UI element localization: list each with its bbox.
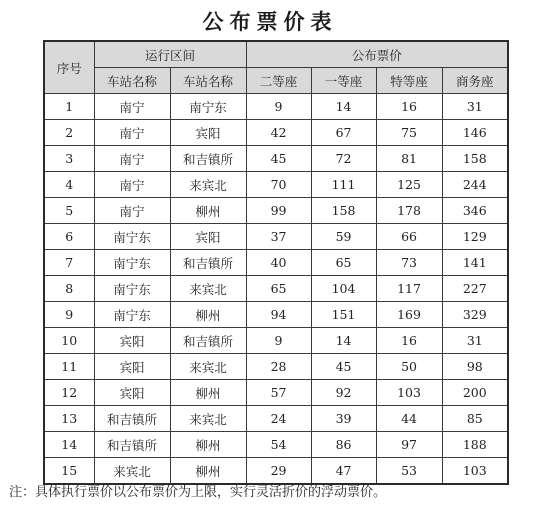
cell-seq: 9 — [44, 302, 94, 328]
footnote: 注：具体执行票价以公布票价为上限，实行灵活折价的浮动票价。 — [9, 485, 387, 500]
header-fare: 公布票价 — [246, 41, 508, 68]
table-row — [44, 146, 508, 172]
cell-from-station: 和吉镇所 — [94, 432, 170, 458]
cell-first-class: 151 — [311, 302, 376, 328]
cell-second-class: 28 — [246, 354, 311, 380]
cell-to-station: 来宾北 — [170, 172, 246, 198]
cell-from-station: 南宁 — [94, 172, 170, 198]
table-row — [44, 94, 508, 120]
header-seq: 序号 — [44, 41, 94, 94]
cell-business-class: 98 — [442, 354, 508, 380]
cell-business-class: 141 — [442, 250, 508, 276]
cell-premium-class: 53 — [376, 458, 442, 485]
header-second-class: 二等座 — [246, 68, 311, 94]
cell-to-station: 柳州 — [170, 432, 246, 458]
header-business-class: 商务座 — [442, 68, 508, 94]
table-row — [44, 432, 508, 458]
cell-first-class: 14 — [311, 328, 376, 354]
cell-seq: 1 — [44, 94, 94, 120]
cell-seq: 10 — [44, 328, 94, 354]
cell-premium-class: 125 — [376, 172, 442, 198]
cell-to-station: 和吉镇所 — [170, 250, 246, 276]
header-to-station: 车站名称 — [170, 68, 246, 94]
cell-to-station: 和吉镇所 — [170, 146, 246, 172]
table-row — [44, 354, 508, 380]
header-section: 运行区间 — [94, 41, 246, 68]
cell-business-class: 146 — [442, 120, 508, 146]
cell-to-station: 柳州 — [170, 302, 246, 328]
cell-to-station: 南宁东 — [170, 94, 246, 120]
cell-seq: 11 — [44, 354, 94, 380]
cell-business-class: 103 — [442, 458, 508, 485]
table-row — [44, 224, 508, 250]
cell-second-class: 65 — [246, 276, 311, 302]
cell-premium-class: 178 — [376, 198, 442, 224]
cell-seq: 15 — [44, 458, 94, 485]
cell-business-class: 85 — [442, 406, 508, 432]
cell-from-station: 南宁 — [94, 120, 170, 146]
cell-business-class: 227 — [442, 276, 508, 302]
cell-second-class: 94 — [246, 302, 311, 328]
cell-from-station: 南宁东 — [94, 250, 170, 276]
cell-first-class: 67 — [311, 120, 376, 146]
cell-to-station: 和吉镇所 — [170, 328, 246, 354]
cell-first-class: 158 — [311, 198, 376, 224]
cell-from-station: 南宁东 — [94, 302, 170, 328]
cell-premium-class: 16 — [376, 94, 442, 120]
cell-from-station: 南宁 — [94, 198, 170, 224]
cell-premium-class: 16 — [376, 328, 442, 354]
cell-business-class: 200 — [442, 380, 508, 406]
cell-to-station: 柳州 — [170, 198, 246, 224]
table-row — [44, 406, 508, 432]
cell-from-station: 宾阳 — [94, 328, 170, 354]
cell-first-class: 111 — [311, 172, 376, 198]
cell-first-class: 92 — [311, 380, 376, 406]
cell-premium-class: 81 — [376, 146, 442, 172]
header-premium-class: 特等座 — [376, 68, 442, 94]
cell-to-station: 柳州 — [170, 458, 246, 485]
cell-first-class: 14 — [311, 94, 376, 120]
cell-to-station: 柳州 — [170, 380, 246, 406]
cell-premium-class: 97 — [376, 432, 442, 458]
cell-first-class: 72 — [311, 146, 376, 172]
cell-second-class: 70 — [246, 172, 311, 198]
cell-first-class: 104 — [311, 276, 376, 302]
cell-premium-class: 75 — [376, 120, 442, 146]
cell-to-station: 宾阳 — [170, 224, 246, 250]
header-first-class: 一等座 — [311, 68, 376, 94]
cell-premium-class: 73 — [376, 250, 442, 276]
cell-seq: 8 — [44, 276, 94, 302]
cell-first-class: 86 — [311, 432, 376, 458]
cell-seq: 4 — [44, 172, 94, 198]
cell-second-class: 57 — [246, 380, 311, 406]
table-row — [44, 172, 508, 198]
cell-business-class: 244 — [442, 172, 508, 198]
table-row — [44, 302, 508, 328]
cell-second-class: 37 — [246, 224, 311, 250]
cell-second-class: 9 — [246, 328, 311, 354]
cell-first-class: 59 — [311, 224, 376, 250]
table-row — [44, 198, 508, 224]
cell-business-class: 129 — [442, 224, 508, 250]
cell-seq: 14 — [44, 432, 94, 458]
cell-first-class: 47 — [311, 458, 376, 485]
fare-table-body — [44, 94, 508, 485]
cell-second-class: 45 — [246, 146, 311, 172]
cell-first-class: 39 — [311, 406, 376, 432]
cell-from-station: 来宾北 — [94, 458, 170, 485]
table-row — [44, 328, 508, 354]
cell-second-class: 42 — [246, 120, 311, 146]
fare-table — [43, 40, 509, 485]
table-row — [44, 120, 508, 146]
cell-from-station: 南宁 — [94, 94, 170, 120]
cell-premium-class: 169 — [376, 302, 442, 328]
cell-business-class: 346 — [442, 198, 508, 224]
cell-to-station: 来宾北 — [170, 406, 246, 432]
cell-first-class: 65 — [311, 250, 376, 276]
cell-premium-class: 117 — [376, 276, 442, 302]
cell-seq: 13 — [44, 406, 94, 432]
cell-premium-class: 50 — [376, 354, 442, 380]
cell-business-class: 188 — [442, 432, 508, 458]
cell-to-station: 来宾北 — [170, 276, 246, 302]
cell-to-station: 来宾北 — [170, 354, 246, 380]
cell-from-station: 南宁 — [94, 146, 170, 172]
header-from-station: 车站名称 — [94, 68, 170, 94]
table-row — [44, 250, 508, 276]
cell-premium-class: 103 — [376, 380, 442, 406]
cell-seq: 7 — [44, 250, 94, 276]
cell-first-class: 45 — [311, 354, 376, 380]
cell-business-class: 31 — [442, 94, 508, 120]
cell-from-station: 南宁东 — [94, 276, 170, 302]
cell-premium-class: 44 — [376, 406, 442, 432]
cell-from-station: 宾阳 — [94, 380, 170, 406]
table-row — [44, 380, 508, 406]
cell-second-class: 29 — [246, 458, 311, 485]
cell-business-class: 329 — [442, 302, 508, 328]
cell-second-class: 40 — [246, 250, 311, 276]
cell-second-class: 9 — [246, 94, 311, 120]
cell-to-station: 宾阳 — [170, 120, 246, 146]
cell-second-class: 24 — [246, 406, 311, 432]
cell-seq: 6 — [44, 224, 94, 250]
page-title: 公布票价表 — [202, 9, 338, 34]
cell-seq: 2 — [44, 120, 94, 146]
cell-second-class: 54 — [246, 432, 311, 458]
cell-premium-class: 66 — [376, 224, 442, 250]
cell-second-class: 99 — [246, 198, 311, 224]
table-row — [44, 276, 508, 302]
cell-from-station: 和吉镇所 — [94, 406, 170, 432]
cell-from-station: 宾阳 — [94, 354, 170, 380]
cell-from-station: 南宁东 — [94, 224, 170, 250]
cell-seq: 3 — [44, 146, 94, 172]
cell-seq: 12 — [44, 380, 94, 406]
cell-seq: 5 — [44, 198, 94, 224]
cell-business-class: 158 — [442, 146, 508, 172]
cell-business-class: 31 — [442, 328, 508, 354]
